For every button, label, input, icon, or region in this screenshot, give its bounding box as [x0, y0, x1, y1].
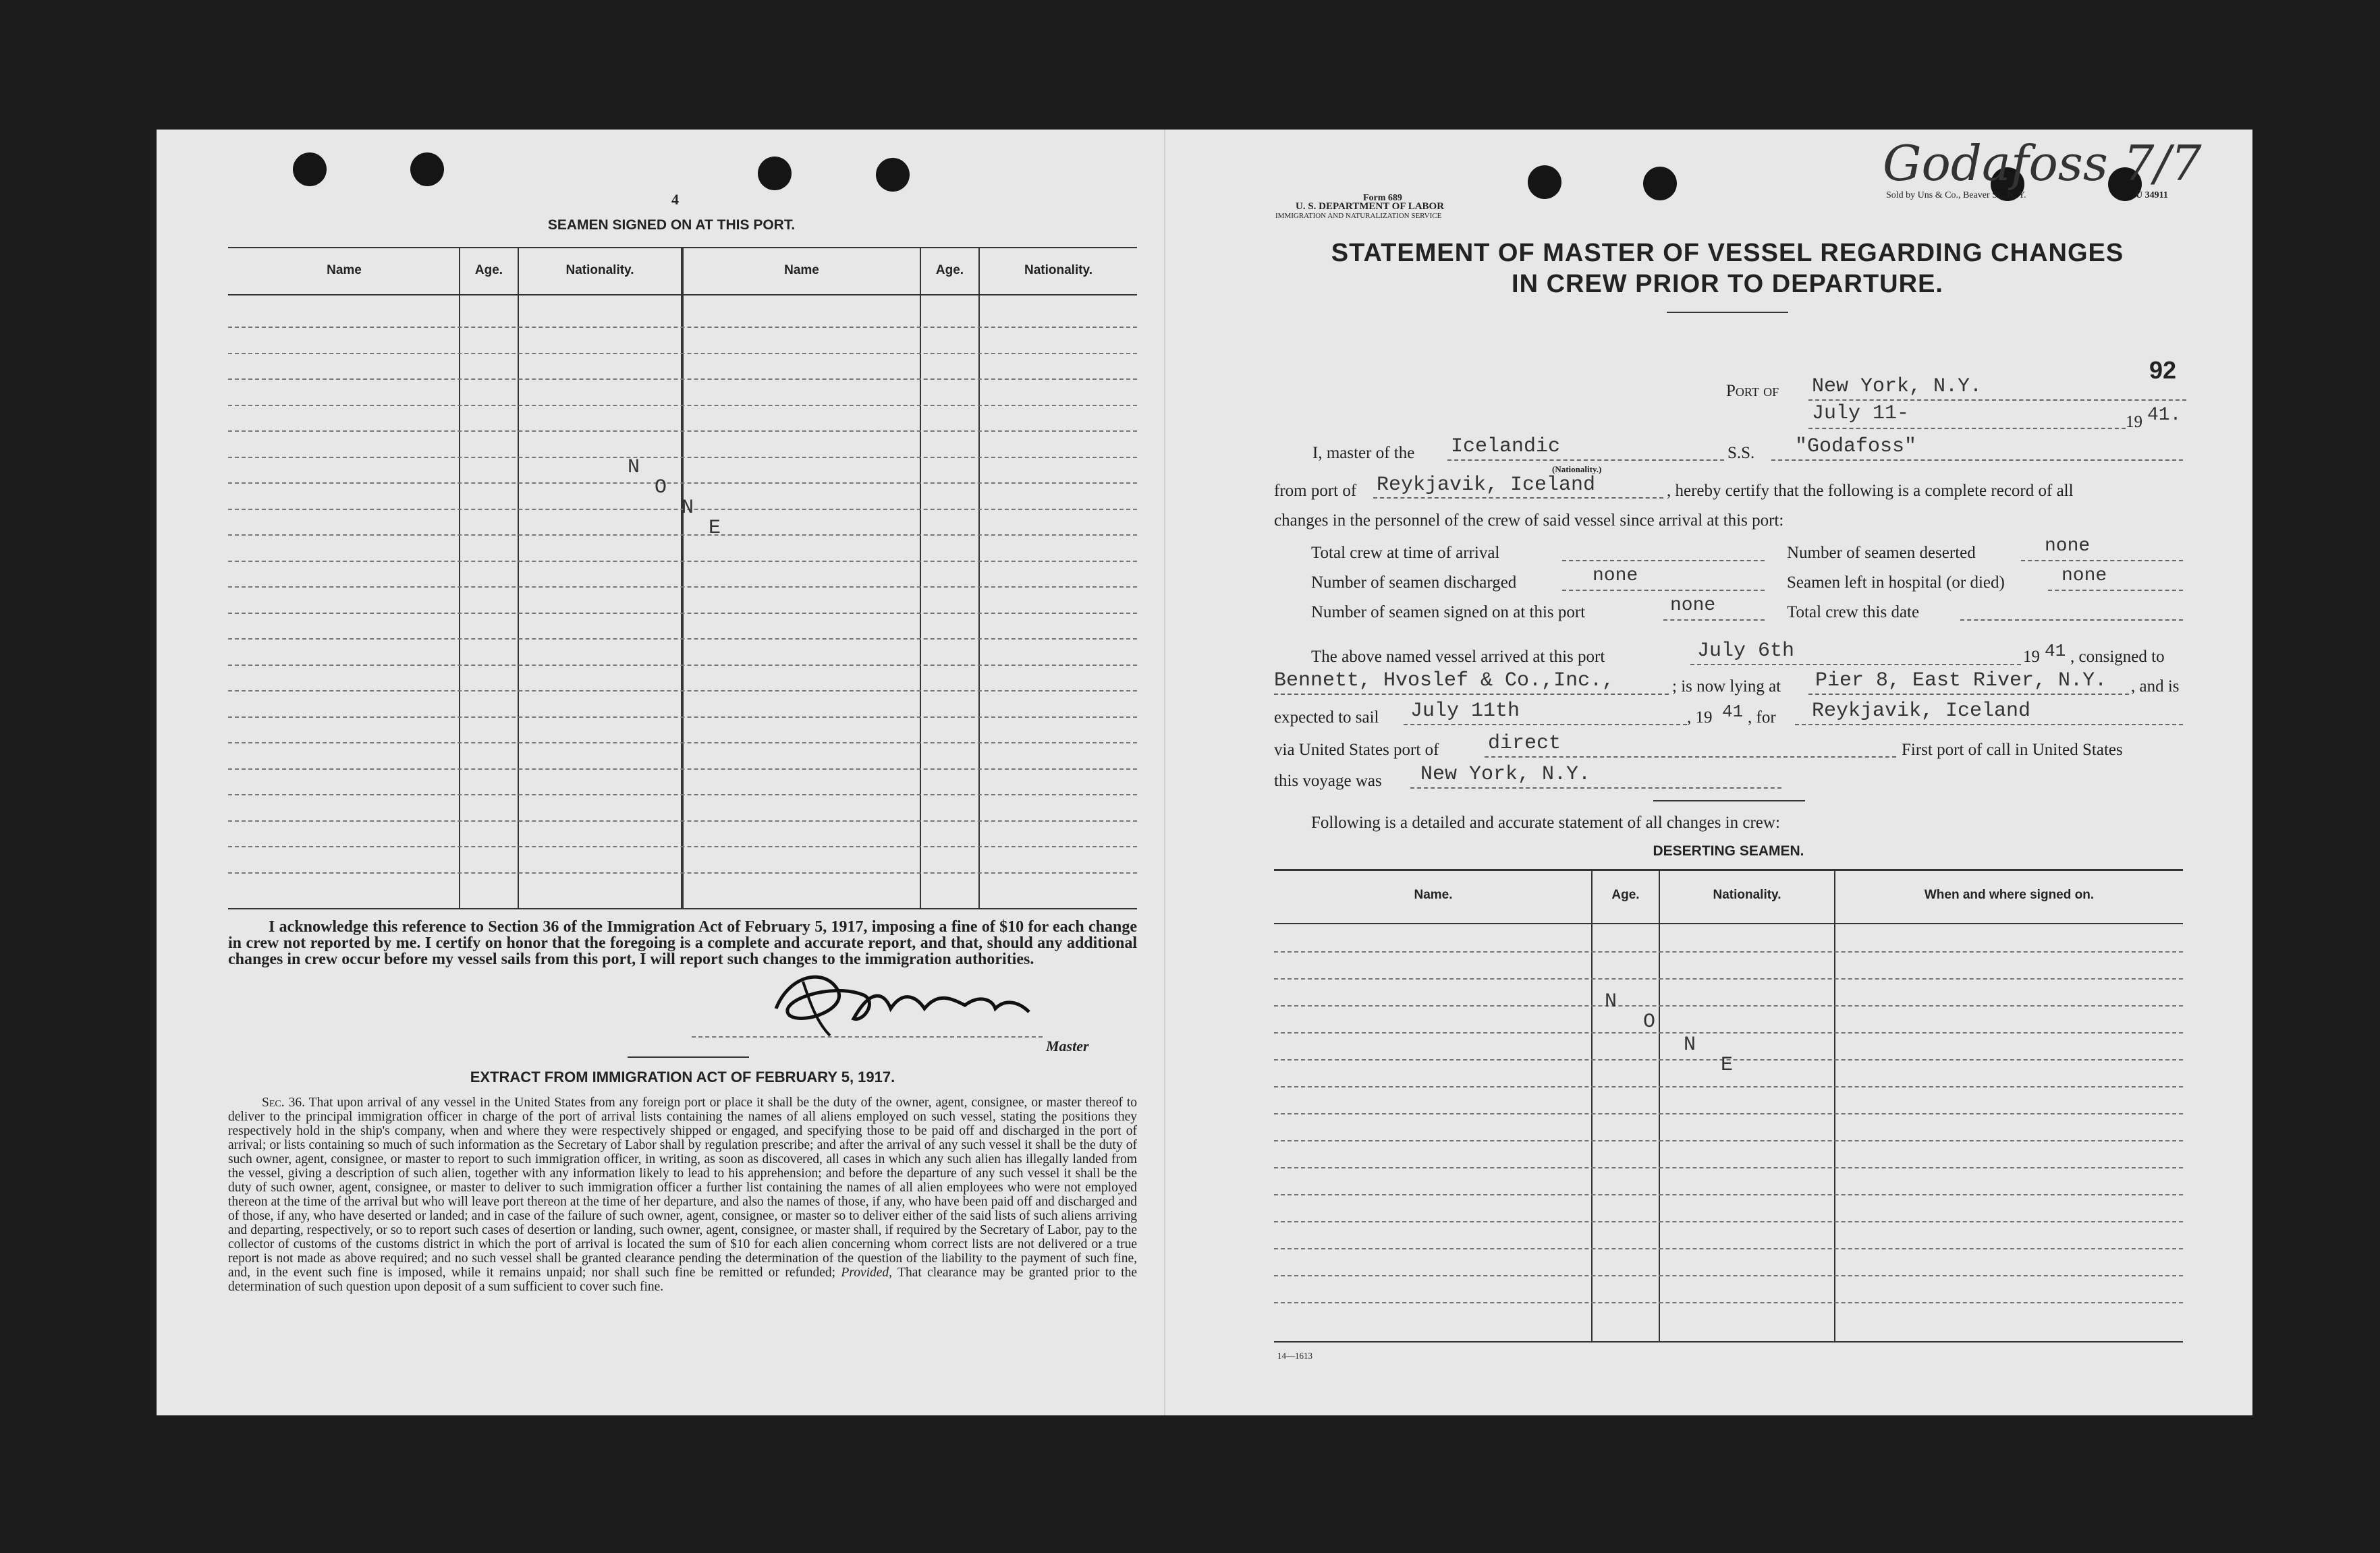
for-label: , for — [1748, 708, 1776, 727]
punch-hole — [410, 152, 444, 186]
ss-label: S.S. — [1727, 444, 1755, 462]
year-prefix: 19 — [2126, 413, 2142, 431]
none-letter: E — [1721, 1054, 1734, 1077]
table-row — [228, 561, 1137, 562]
sail-year-prefix: , 19 — [1687, 708, 1713, 727]
handwritten-note: Godafoss 7/7 — [1883, 135, 2202, 192]
table-row — [228, 872, 1137, 874]
col-divider — [1659, 869, 1660, 1341]
punch-hole — [1643, 167, 1677, 200]
table-row — [1274, 1248, 2183, 1249]
signed-on-value: none — [1670, 595, 1716, 616]
fill-line — [1808, 399, 2186, 401]
consigned-label: , consigned to — [2070, 648, 2165, 666]
expected-value: July 11th — [1410, 700, 1520, 723]
master-of-label: I, master of the — [1312, 444, 1415, 462]
column-header: Nationality. — [1024, 263, 1092, 277]
nationality-caption: (Nationality.) — [1552, 464, 1602, 474]
table-row — [1274, 1032, 2183, 1034]
none-letter: N — [1684, 1034, 1696, 1056]
fill-line — [1562, 560, 1765, 561]
col-divider — [1834, 869, 1835, 1341]
signed-on-label: Number of seamen signed on at this port — [1311, 603, 1586, 621]
table-top-rule — [1274, 869, 2183, 871]
table-bottom-rule — [228, 908, 1137, 909]
fill-line — [1663, 619, 1765, 621]
col-divider — [1591, 869, 1593, 1341]
table-row — [1274, 1194, 2183, 1195]
changes-text: changes in the personnel of the crew of said vessel since arrival at this port: — [1274, 511, 1784, 530]
discharged-value: none — [1593, 565, 1638, 586]
printer-note: Sold by Uns & Co., Beaver St., N. Y. — [1886, 190, 2026, 200]
vessel-value: "Godafoss" — [1795, 435, 1917, 458]
table-row — [228, 378, 1137, 380]
fill-line — [1690, 664, 2021, 665]
none-letter: N — [682, 497, 694, 519]
document-number: 92 — [2149, 356, 2177, 384]
hospital-value: none — [2061, 565, 2107, 586]
total-crew-date-label: Total crew this date — [1787, 603, 1920, 621]
fill-line — [1485, 756, 1896, 758]
deserting-title: DESERTING SEAMEN. — [1653, 843, 1804, 859]
following-text: Following is a detailed and accurate statement of all changes in crew: — [1311, 814, 1780, 832]
from-port-label: from port of — [1274, 482, 1357, 500]
table-row — [228, 353, 1137, 354]
form-number: Form 689 — [1363, 193, 1402, 203]
table-row — [1274, 1086, 2183, 1088]
table-row — [228, 482, 1137, 484]
section-rule — [1653, 800, 1805, 801]
column-header: When and where signed on. — [1924, 888, 2095, 902]
column-header: Age. — [935, 263, 964, 277]
deserted-value: none — [2045, 536, 2091, 557]
table-row — [1274, 1140, 2183, 1141]
table-row — [228, 846, 1137, 847]
punch-hole — [293, 152, 327, 186]
table-row — [228, 613, 1137, 614]
fill-line — [1410, 787, 1781, 789]
column-header: Name — [784, 263, 819, 277]
column-header: Nationality. — [1713, 888, 1781, 902]
table-row — [1274, 1275, 2183, 1276]
date-value: July 11- — [1812, 402, 1910, 425]
first-call-label: First port of call in United States — [1902, 741, 2123, 759]
column-header: Nationality. — [565, 263, 634, 277]
fill-line — [1795, 724, 2183, 725]
extract-section: Sec. 36. — [262, 1096, 305, 1110]
service-name: IMMIGRATION AND NATURALIZATION SERVICE — [1275, 212, 1442, 220]
page-fold — [1164, 130, 1165, 1415]
table-row — [228, 742, 1137, 743]
fill-line — [1960, 619, 2183, 621]
table-row — [228, 638, 1137, 640]
none-letter: O — [655, 476, 667, 499]
form-title-line1: STATEMENT OF MASTER OF VESSEL REGARDING CHANGES — [1331, 239, 2124, 267]
fill-line — [1447, 459, 1724, 461]
table-row — [228, 430, 1137, 432]
footer-code: 14—1613 — [1277, 1351, 1312, 1361]
fill-line — [1562, 590, 1765, 591]
arrived-year-prefix: 19 — [2023, 648, 2040, 666]
column-header: Age. — [474, 263, 503, 277]
fill-line — [1404, 724, 1687, 725]
table-row — [228, 665, 1137, 666]
none-letter: N — [1605, 990, 1617, 1013]
page-number: 4 — [671, 191, 679, 208]
none-letter: E — [709, 517, 721, 540]
table-row — [228, 820, 1137, 822]
expected-label: expected to sail — [1274, 708, 1379, 727]
extract-proviso: Provided, — [841, 1266, 893, 1280]
col-divider — [459, 247, 460, 908]
none-letter: N — [628, 456, 640, 479]
total-crew-arrival-label: Total crew at time of arrival — [1311, 544, 1500, 562]
table-row — [1274, 1302, 2183, 1303]
fill-line — [1808, 428, 2126, 429]
table-row — [228, 690, 1137, 691]
table-row — [1274, 978, 2183, 980]
table-row — [228, 327, 1137, 328]
extract-body: That upon arrival of any vessel in the United States from any foreign port or place it shall be the duty of the owner, agent, consignee, or master thereof to deliver to the principal immigration officer in charge of the port of arrival lists containing the names of all aliens employed on such vessel, stating the positions they respectively hold in the ship's company, when and where they were respectively shipped or engaged, and specifying those to be paid off and discharged in the port of arrival; or lists containing so much of such information as the Secretary of Labor shall by regulation prescribe; and after the arrival of any such vessel it shall be the duty of such owner, agent, consignee, or master to report to such immigration officer, in writing, as soon as discovered, all cases in which any such alien has illegally landed from the vessel, giving a description of such alien, together with any information likely to lead to his apprehension; and before the departure of any such vessel it shall be the duty of such owner, agent, consignee, or master to deliver to such immigration officer a further list containing the names of all alien employees who were not employed thereon at the time of the arrival but who will leave port thereon at the time of her departure, and also the names of those, if any, who have been paid off and discharged and of those, if any, who have deserted or landed; and in case of the failure of such owner, agent, consignee, or master so to deliver either of the said lists of such aliens arriving and departing, respectively, or so to report such cases of desertion or landing, such owner, agent, consignee, or master shall, if required by the Secretary of Labor, pay to the collector of customs of the customs district in which the port of arrival is located the sum of $10 for each alien concerning whom correct lists are not delivered or a true report is not made as above required; and no such vessel shall be granted clearance pending the determination of the question of the liability to the payment of such fine, and, in the event such fine is imposed, while it remains unpaid; nor shall such fine be remitted or refunded; — [228, 1096, 1137, 1280]
and-is-label: , and is — [2131, 677, 2180, 696]
discharged-label: Number of seamen discharged — [1311, 573, 1517, 592]
hospital-label: Seamen left in hospital (or died) — [1787, 573, 2005, 592]
none-letter: O — [1643, 1011, 1656, 1034]
col-divider — [518, 247, 519, 908]
extract-tail: That clearance may be granted prior to the determination of such question upon deposit of a sum sufficient to cover such fine. — [228, 1266, 1138, 1294]
table-row — [228, 716, 1137, 718]
short-rule — [628, 1056, 749, 1058]
voyage-label: this voyage was — [1274, 772, 1382, 790]
col-divider — [681, 247, 684, 908]
lying-value: Pier 8, East River, N.Y. — [1815, 669, 2107, 692]
col-divider — [978, 247, 980, 908]
year-value: 41. — [2147, 405, 2182, 426]
table-row — [228, 768, 1137, 770]
column-header: Name. — [1414, 888, 1453, 902]
table-row — [1274, 951, 2183, 953]
from-port-value: Reykjavik, Iceland — [1377, 474, 1596, 497]
signature-line — [692, 1036, 1043, 1038]
table-header-rule — [1274, 923, 2183, 924]
form-title-line2: IN CREW PRIOR TO DEPARTURE. — [1512, 270, 1943, 298]
table-row — [228, 586, 1137, 588]
title-rule — [1667, 312, 1788, 313]
table-bottom-rule — [1274, 1341, 2183, 1343]
arrived-value: July 6th — [1697, 640, 1795, 662]
fill-line — [2021, 560, 2183, 561]
lying-label: ; is now lying at — [1672, 677, 1781, 696]
nationality-value: Icelandic — [1451, 435, 1561, 458]
port-label: Port of — [1726, 382, 1779, 400]
voyage-value: New York, N.Y. — [1420, 763, 1591, 786]
master-signature — [763, 961, 1046, 1042]
via-value: direct — [1488, 732, 1561, 755]
column-header: Age. — [1611, 888, 1640, 902]
certify-text: , hereby certify that the following is a complete record of all — [1667, 482, 2074, 500]
consignee-value: Bennett, Hvoslef & Co.,Inc., — [1274, 669, 1615, 692]
col-divider — [920, 247, 921, 908]
arrived-year: 41 — [2045, 641, 2066, 661]
form-code: U 34911 — [2136, 190, 2168, 200]
table-row — [1274, 1221, 2183, 1222]
punch-hole — [876, 158, 910, 192]
punch-hole — [1528, 165, 1561, 199]
fill-line — [2048, 590, 2183, 591]
fill-line — [1274, 694, 1669, 695]
fill-line — [1373, 497, 1663, 499]
table-row — [1274, 1005, 2183, 1007]
table-row — [228, 457, 1137, 458]
signed-on-title: SEAMEN SIGNED ON AT THIS PORT. — [547, 217, 796, 233]
acknowledgment-text: I acknowledge this reference to Section 36 of the Immigration Act of February 5, 1917, imposing a fine of $10 for each change in crew not reported by me. I certify on honor that the foregoing is a complete and accurate report, and that, should any additional changes in crew occur before my vessel sails from this port, I will report such changes to the immigration authorities. — [228, 918, 1137, 968]
via-label: via United States port of — [1274, 741, 1439, 759]
master-label: Master — [1046, 1038, 1089, 1054]
fill-line — [1771, 459, 2183, 461]
table-row — [228, 534, 1137, 536]
table-row — [1274, 1167, 2183, 1168]
arrived-label: The above named vessel arrived at this port — [1311, 648, 1605, 666]
department: U. S. DEPARTMENT OF LABOR — [1296, 201, 1445, 212]
extract-title: EXTRACT FROM IMMIGRATION ACT OF FEBRUARY 5, 1917. — [470, 1069, 895, 1085]
sail-year: 41 — [1722, 702, 1744, 722]
deserted-label: Number of seamen deserted — [1787, 544, 1976, 562]
table-row — [1274, 1113, 2183, 1114]
for-value: Reykjavik, Iceland — [1812, 700, 2031, 723]
table-row — [228, 794, 1137, 795]
fill-line — [1808, 694, 2129, 695]
extract-text — [228, 1096, 1137, 1294]
port-value: New York, N.Y. — [1812, 375, 1983, 398]
column-header: Name — [327, 263, 362, 277]
table-row — [228, 405, 1137, 406]
punch-hole — [758, 157, 792, 190]
